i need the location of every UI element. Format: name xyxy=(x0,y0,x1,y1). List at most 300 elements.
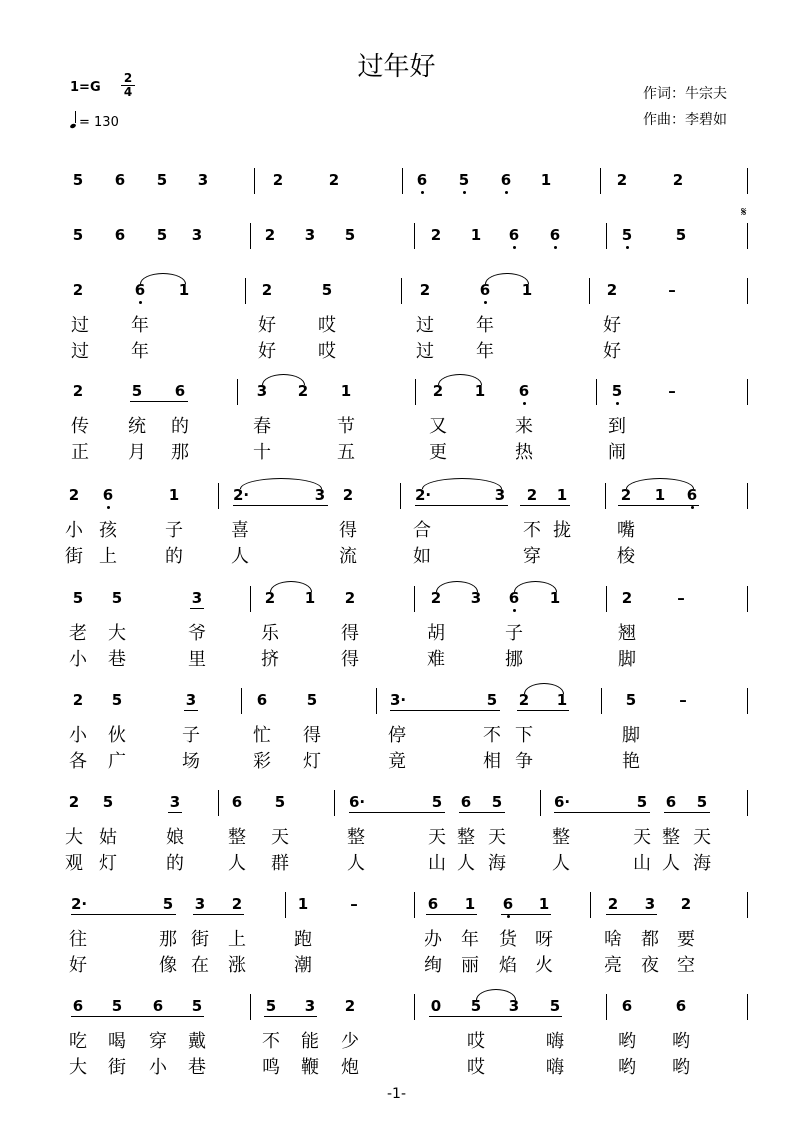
jianpu-note: 5 xyxy=(156,226,168,244)
lyric-verse-2: 涨 xyxy=(228,955,246,976)
jianpu-note: 3 xyxy=(304,997,316,1015)
jianpu-note: 6· xyxy=(349,793,366,811)
lyric-verse-2: 群 xyxy=(271,853,289,874)
barline xyxy=(254,168,255,194)
jianpu-note: 1 xyxy=(474,382,486,400)
tie-arc xyxy=(140,273,186,284)
jianpu-note: 1 xyxy=(304,589,316,607)
jianpu-note: 1 xyxy=(556,486,568,504)
lyric-verse-2: 焰 xyxy=(499,955,517,976)
octave-dot xyxy=(554,246,557,249)
lyric-verse-2: 挪 xyxy=(505,649,523,670)
barline xyxy=(606,223,607,249)
jianpu-note: 6 xyxy=(621,997,633,1015)
lyric-verse-1: 整 xyxy=(662,827,680,848)
jianpu-note: 6 xyxy=(416,171,428,189)
barline xyxy=(250,994,251,1020)
jianpu-note: 5 xyxy=(111,589,123,607)
lyric-verse-1: 哟 xyxy=(618,1031,636,1052)
tie-arc xyxy=(436,581,478,592)
tie-arc xyxy=(514,581,557,592)
jianpu-note: 2 xyxy=(432,382,444,400)
jianpu-note: 5 xyxy=(611,382,623,400)
barline xyxy=(376,688,377,714)
lyric-verse-1: 跑 xyxy=(294,929,312,950)
tie-arc xyxy=(626,478,694,489)
jianpu-note: 5 xyxy=(696,793,708,811)
beam-line xyxy=(520,505,570,506)
lyric-verse-1: 年 xyxy=(131,315,149,336)
lyric-verse-2: 五 xyxy=(337,442,355,463)
jianpu-note: 2 xyxy=(272,171,284,189)
jianpu-note: 3· xyxy=(390,691,407,709)
octave-dot xyxy=(107,506,110,509)
beam-line xyxy=(264,1016,317,1017)
lyric-verse-2: 的 xyxy=(166,853,184,874)
lyric-verse-2: 灯 xyxy=(99,853,117,874)
beam-line xyxy=(554,812,650,813)
lyric-verse-2: 街 xyxy=(108,1057,126,1078)
lyric-verse-1: 子 xyxy=(505,623,523,644)
jianpu-note: 3 xyxy=(304,226,316,244)
lyric-verse-1: 不 xyxy=(262,1031,280,1052)
barline xyxy=(415,379,416,405)
lyric-verse-2: 人 xyxy=(347,853,365,874)
jianpu-note: 1 xyxy=(168,486,180,504)
jianpu-note: 1 xyxy=(521,281,533,299)
jianpu-note: 6 xyxy=(134,281,146,299)
barline xyxy=(402,168,403,194)
octave-dot xyxy=(507,915,510,918)
jianpu-note: 1 xyxy=(464,895,476,913)
lyric-verse-1: 节 xyxy=(337,416,355,437)
lyric-verse-1: 天 xyxy=(633,827,651,848)
jianpu-note: 5 xyxy=(675,226,687,244)
jianpu-note: 2 xyxy=(72,382,84,400)
jianpu-note: 5 xyxy=(162,895,174,913)
lyric-verse-2: 人 xyxy=(457,853,475,874)
lyric-verse-2: 在 xyxy=(191,955,209,976)
lyric-verse-2: 哎 xyxy=(467,1057,485,1078)
lyric-verse-1: 年 xyxy=(476,315,494,336)
jianpu-note: 6 xyxy=(174,382,186,400)
lyric-verse-2: 潮 xyxy=(294,955,312,976)
beam-line xyxy=(184,710,198,711)
jianpu-note: 1 xyxy=(556,691,568,709)
jianpu-note: 1 xyxy=(654,486,666,504)
lyric-verse-1: 大 xyxy=(108,623,126,644)
lyric-verse-2: 人 xyxy=(228,853,246,874)
barline xyxy=(414,223,415,249)
jianpu-note: 3 xyxy=(197,171,209,189)
lyric-verse-2: 过 xyxy=(71,341,89,362)
jianpu-note: 6 xyxy=(686,486,698,504)
barline xyxy=(747,483,748,509)
lyric-verse-1: 不 xyxy=(483,725,501,746)
lyric-verse-1: 不 xyxy=(523,520,541,541)
key-signature: 1=G xyxy=(70,80,101,95)
jianpu-note: 2· xyxy=(415,486,432,504)
lyric-verse-1: 哎 xyxy=(467,1031,485,1052)
barline xyxy=(414,586,415,612)
lyric-verse-1: 胡 xyxy=(427,623,445,644)
lyric-verse-2: 年 xyxy=(476,341,494,362)
lyric-verse-1: 天 xyxy=(271,827,289,848)
barline xyxy=(747,994,748,1020)
lyric-verse-1: 大 xyxy=(65,827,83,848)
jianpu-note: 3 xyxy=(191,589,203,607)
jianpu-note: 6 xyxy=(114,171,126,189)
lyric-verse-1: 整 xyxy=(228,827,246,848)
jianpu-note: 5 xyxy=(621,226,633,244)
lyric-verse-1: 来 xyxy=(515,416,533,437)
jianpu-note: 2 xyxy=(344,589,356,607)
lyric-verse-2: 巷 xyxy=(108,649,126,670)
lyric-verse-2: 难 xyxy=(427,649,445,670)
lyric-verse-1: 往 xyxy=(69,929,87,950)
barline xyxy=(747,278,748,304)
jianpu-note: 2 xyxy=(264,226,276,244)
jianpu-note: 5 xyxy=(306,691,318,709)
barline xyxy=(747,223,748,249)
lyric-verse-1: 哟 xyxy=(672,1031,690,1052)
beam-line xyxy=(193,914,244,915)
lyric-verse-2: 嗨 xyxy=(546,1057,564,1078)
lyric-verse-2: 里 xyxy=(188,649,206,670)
jianpu-note: – xyxy=(677,589,685,607)
jianpu-note: 5 xyxy=(549,997,561,1015)
lyric-verse-1: 小 xyxy=(69,725,87,746)
jianpu-note: 6· xyxy=(554,793,571,811)
barline xyxy=(596,379,597,405)
octave-dot xyxy=(513,609,516,612)
octave-dot xyxy=(421,191,424,194)
jianpu-note: 3 xyxy=(470,589,482,607)
lyric-verse-1: 要 xyxy=(677,929,695,950)
lyric-verse-2: 脚 xyxy=(618,649,636,670)
jianpu-note: 6 xyxy=(665,793,677,811)
jianpu-note: 5 xyxy=(111,997,123,1015)
tie-arc xyxy=(270,581,312,592)
lyric-verse-1: 得 xyxy=(303,725,321,746)
lyric-verse-2: 挤 xyxy=(261,649,279,670)
beam-line xyxy=(130,401,188,402)
jianpu-note: 5 xyxy=(131,382,143,400)
barline xyxy=(747,790,748,816)
lyric-verse-1: 爷 xyxy=(188,623,206,644)
lyric-verse-2: 十 xyxy=(253,442,271,463)
lyric-verse-1: 到 xyxy=(608,416,626,437)
lyric-verse-2: 灯 xyxy=(303,751,321,772)
lyric-verse-2: 梭 xyxy=(617,546,635,567)
jianpu-note: 5 xyxy=(470,997,482,1015)
lyric-verse-2: 丽 xyxy=(461,955,479,976)
jianpu-note: 6 xyxy=(502,895,514,913)
lyric-verse-2: 穿 xyxy=(523,546,541,567)
tie-arc xyxy=(524,683,564,694)
lyric-verse-2: 哎 xyxy=(318,341,336,362)
lyric-verse-2: 好 xyxy=(603,341,621,362)
lyric-verse-1: 忙 xyxy=(253,725,271,746)
barline xyxy=(747,168,748,194)
octave-dot xyxy=(463,191,466,194)
lyric-verse-1: 呀 xyxy=(535,929,553,950)
jianpu-note: 1 xyxy=(538,895,550,913)
jianpu-note: 3 xyxy=(169,793,181,811)
jianpu-note: 5 xyxy=(72,226,84,244)
octave-dot xyxy=(505,191,508,194)
lyric-verse-2: 像 xyxy=(159,955,177,976)
lyric-verse-2: 哟 xyxy=(672,1057,690,1078)
note-stem xyxy=(75,111,76,123)
barline xyxy=(334,790,335,816)
jianpu-note: 5 xyxy=(486,691,498,709)
barline xyxy=(747,892,748,918)
lyric-verse-2: 过 xyxy=(416,341,434,362)
jianpu-note: 6 xyxy=(518,382,530,400)
lyric-verse-2: 流 xyxy=(339,546,357,567)
beam-line xyxy=(71,1016,204,1017)
lyric-verse-1: 统 xyxy=(128,416,146,437)
jianpu-note: 3 xyxy=(508,997,520,1015)
lyricist-credit: 作词：牛宗夫 xyxy=(643,86,727,102)
jianpu-note: 2 xyxy=(606,281,618,299)
barline xyxy=(747,379,748,405)
jianpu-note: 1 xyxy=(178,281,190,299)
jianpu-note: 2 xyxy=(231,895,243,913)
jianpu-note: 3 xyxy=(185,691,197,709)
barline xyxy=(218,790,219,816)
jianpu-note: 2 xyxy=(518,691,530,709)
jianpu-note: 6 xyxy=(508,589,520,607)
lyric-verse-1: 能 xyxy=(301,1031,319,1052)
jianpu-note: – xyxy=(679,691,687,709)
jianpu-note: 5 xyxy=(344,226,356,244)
barline xyxy=(606,994,607,1020)
lyric-verse-2: 人 xyxy=(552,853,570,874)
jianpu-note: 5 xyxy=(458,171,470,189)
lyric-verse-2: 小 xyxy=(149,1057,167,1078)
jianpu-note: 1 xyxy=(549,589,561,607)
lyric-verse-2: 亮 xyxy=(604,955,622,976)
beam-line xyxy=(233,505,328,506)
jianpu-note: 1 xyxy=(470,226,482,244)
jianpu-note: 2 xyxy=(342,486,354,504)
jianpu-note: 2 xyxy=(616,171,628,189)
beam-line xyxy=(190,608,204,609)
jianpu-note: 2 xyxy=(72,281,84,299)
lyric-verse-2: 鸣 xyxy=(262,1057,280,1078)
lyric-verse-2: 的 xyxy=(165,546,183,567)
barline xyxy=(606,586,607,612)
jianpu-note: 2 xyxy=(526,486,538,504)
jianpu-note: 5 xyxy=(274,793,286,811)
lyric-verse-2: 空 xyxy=(677,955,695,976)
octave-dot xyxy=(484,301,487,304)
lyric-verse-2: 上 xyxy=(99,546,117,567)
jianpu-note: 2 xyxy=(430,589,442,607)
lyric-verse-1: 过 xyxy=(416,315,434,336)
lyric-verse-1: 过 xyxy=(71,315,89,336)
jianpu-note: 3 xyxy=(194,895,206,913)
lyric-verse-2: 广 xyxy=(108,751,126,772)
barline xyxy=(600,168,601,194)
lyric-verse-2: 炮 xyxy=(341,1057,359,1078)
jianpu-note: 1 xyxy=(340,382,352,400)
jianpu-note: 2 xyxy=(620,486,632,504)
jianpu-note: 2 xyxy=(328,171,340,189)
barline xyxy=(250,586,251,612)
lyric-verse-1: 那 xyxy=(159,929,177,950)
lyric-verse-1: 天 xyxy=(693,827,711,848)
jianpu-note: 5 xyxy=(321,281,333,299)
tie-arc xyxy=(240,478,322,489)
lyric-verse-2: 好 xyxy=(258,341,276,362)
jianpu-note: 2 xyxy=(68,793,80,811)
lyric-verse-1: 年 xyxy=(461,929,479,950)
song-title: 过年好 xyxy=(357,52,436,82)
barline xyxy=(747,688,748,714)
barline xyxy=(605,483,606,509)
lyric-verse-1: 整 xyxy=(552,827,570,848)
beam-line xyxy=(168,812,182,813)
jianpu-note: 3 xyxy=(494,486,506,504)
jianpu-note: 6 xyxy=(675,997,687,1015)
jianpu-note: – xyxy=(668,382,676,400)
jianpu-note: 2 xyxy=(344,997,356,1015)
page-number: -1- xyxy=(386,1086,406,1102)
octave-dot xyxy=(626,246,629,249)
lyric-verse-2: 竟 xyxy=(388,751,406,772)
lyric-verse-2: 街 xyxy=(65,546,83,567)
jianpu-note: 2· xyxy=(233,486,250,504)
lyric-verse-1: 啥 xyxy=(604,929,622,950)
lyric-verse-1: 脚 xyxy=(622,725,640,746)
jianpu-note: 6 xyxy=(500,171,512,189)
segno-sign: 𝄋 xyxy=(741,205,747,220)
beam-line xyxy=(426,914,477,915)
lyric-verse-2: 正 xyxy=(71,442,89,463)
jianpu-note: 2 xyxy=(419,281,431,299)
lyric-verse-1: 喜 xyxy=(231,520,249,541)
lyric-verse-1: 孩 xyxy=(99,520,117,541)
lyric-verse-1: 上 xyxy=(228,929,246,950)
tempo-marking xyxy=(70,114,119,130)
jianpu-note: – xyxy=(668,281,676,299)
jianpu-note: 5 xyxy=(191,997,203,1015)
lyric-verse-2: 更 xyxy=(429,442,447,463)
octave-dot xyxy=(513,246,516,249)
barline xyxy=(540,790,541,816)
barline xyxy=(285,892,286,918)
jianpu-note: 6 xyxy=(152,997,164,1015)
barline xyxy=(241,688,242,714)
lyric-verse-2: 彩 xyxy=(253,751,271,772)
lyric-verse-2: 各 xyxy=(69,751,87,772)
lyric-verse-2: 闹 xyxy=(608,442,626,463)
lyric-verse-1: 小 xyxy=(65,520,83,541)
lyric-verse-2: 火 xyxy=(535,955,553,976)
lyric-verse-1: 又 xyxy=(429,416,447,437)
lyric-verse-2: 山 xyxy=(428,853,446,874)
beam-line xyxy=(501,914,551,915)
barline xyxy=(414,994,415,1020)
jianpu-note: – xyxy=(350,895,358,913)
lyric-verse-1: 下 xyxy=(515,725,533,746)
lyric-verse-1: 传 xyxy=(71,416,89,437)
lyric-verse-2: 场 xyxy=(182,751,200,772)
lyric-verse-2: 哟 xyxy=(618,1057,636,1078)
barline xyxy=(250,223,251,249)
jianpu-note: 5 xyxy=(111,691,123,709)
lyric-verse-1: 整 xyxy=(347,827,365,848)
jianpu-note: 3 xyxy=(256,382,268,400)
tempo-value: = 130 xyxy=(79,115,119,130)
lyric-verse-2: 如 xyxy=(413,546,431,567)
jianpu-note: 5 xyxy=(491,793,503,811)
lyric-verse-1: 穿 xyxy=(149,1031,167,1052)
jianpu-note: 6 xyxy=(427,895,439,913)
tie-arc xyxy=(438,374,482,385)
lyric-verse-2: 相 xyxy=(483,751,501,772)
barline xyxy=(590,892,591,918)
lyric-verse-1: 天 xyxy=(488,827,506,848)
quarter-note-icon xyxy=(69,123,76,129)
lyric-verse-2: 人 xyxy=(231,546,249,567)
beam-line xyxy=(415,505,508,506)
jianpu-note: 2 xyxy=(430,226,442,244)
lyric-verse-1: 停 xyxy=(388,725,406,746)
lyric-verse-1: 的 xyxy=(171,416,189,437)
barline xyxy=(237,379,238,405)
barline xyxy=(589,278,590,304)
lyric-verse-2: 小 xyxy=(69,649,87,670)
octave-dot xyxy=(616,402,619,405)
jianpu-note: 6 xyxy=(72,997,84,1015)
lyric-verse-1: 娘 xyxy=(166,827,184,848)
barline xyxy=(218,483,219,509)
lyric-verse-2: 海 xyxy=(693,853,711,874)
jianpu-note: 5 xyxy=(636,793,648,811)
beam-line xyxy=(459,812,505,813)
lyric-verse-1: 哎 xyxy=(318,315,336,336)
lyric-verse-1: 拢 xyxy=(553,520,571,541)
lyric-verse-1: 吃 xyxy=(69,1031,87,1052)
barline xyxy=(245,278,246,304)
jianpu-note: 3 xyxy=(314,486,326,504)
lyric-verse-1: 乐 xyxy=(261,623,279,644)
lyric-verse-1: 老 xyxy=(69,623,87,644)
beam-line xyxy=(606,914,657,915)
jianpu-note: 2 xyxy=(264,589,276,607)
jianpu-note: 5 xyxy=(156,171,168,189)
lyric-verse-2: 海 xyxy=(488,853,506,874)
composer-credit: 作曲：李碧如 xyxy=(643,112,727,128)
lyric-verse-2: 巷 xyxy=(188,1057,206,1078)
octave-dot xyxy=(691,506,694,509)
jianpu-note: 2 xyxy=(672,171,684,189)
lyric-verse-1: 春 xyxy=(253,416,271,437)
time-signature xyxy=(121,72,135,99)
barline xyxy=(400,483,401,509)
lyric-verse-1: 街 xyxy=(191,929,209,950)
lyric-verse-2: 争 xyxy=(515,751,533,772)
lyric-verse-2: 大 xyxy=(69,1057,87,1078)
jianpu-note: 6 xyxy=(549,226,561,244)
lyric-verse-2: 艳 xyxy=(622,751,640,772)
lyric-verse-1: 喝 xyxy=(108,1031,126,1052)
tie-arc xyxy=(485,273,529,284)
